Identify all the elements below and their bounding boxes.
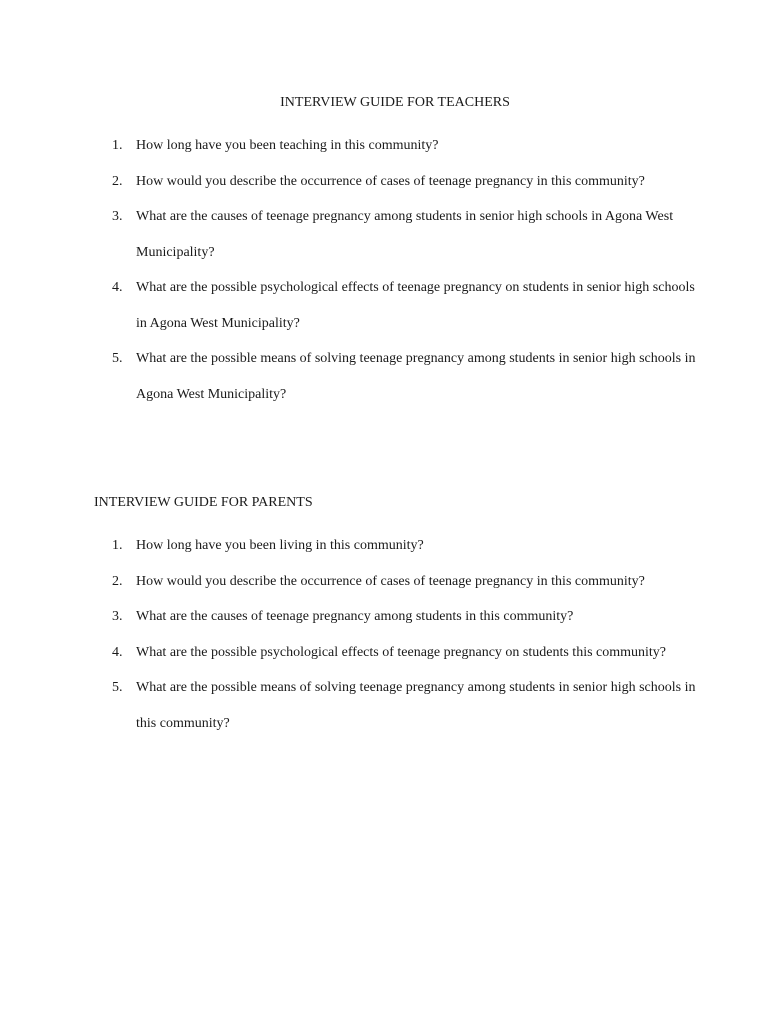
question-number: 1. (112, 138, 123, 153)
parents-question-2 (0, 564, 768, 600)
question-number: 2. (112, 573, 123, 589)
teachers-question-4 (0, 270, 768, 341)
question-number: 3. (112, 209, 123, 224)
question-number: 5. (112, 680, 123, 695)
teachers-question-3 (0, 199, 768, 270)
parents-question-4 (0, 635, 768, 671)
question-number: 4. (112, 280, 123, 295)
question-number: 2. (112, 173, 123, 189)
teachers-question-5 (0, 341, 768, 412)
question-text: What are the possible means of solving teenage pregnancy among students in senior high schools in Agona West Municipality? (136, 351, 696, 402)
parents-question-1 (0, 528, 768, 564)
question-number: 3. (112, 609, 123, 624)
question-text: What are the causes of teenage pregnancy among students in this community? (136, 609, 574, 624)
teachers-question-1 (0, 128, 768, 164)
question-number: 5. (112, 351, 123, 366)
parents-guide-title: INTERVIEW GUIDE FOR PARENTS (94, 495, 313, 510)
question-text: How would you describe the occurrence of cases of teenage pregnancy in this community? (136, 573, 645, 589)
parents-question-list (0, 528, 768, 741)
teachers-question-2 (0, 164, 768, 200)
question-text: What are the possible psychological effects of teenage pregnancy on students in senior high schools in Agona West Municipality? (136, 280, 695, 331)
question-text: What are the causes of teenage pregnancy among students in senior high schools in Agona West Municipality? (136, 209, 674, 260)
question-number: 4. (112, 644, 123, 660)
question-text: How would you describe the occurrence of cases of teenage pregnancy in this community? (136, 173, 645, 189)
parents-question-3 (0, 599, 768, 635)
question-text: What are the possible psychological effects of teenage pregnancy on students this community? (136, 644, 667, 660)
question-text: What are the possible means of solving teenage pregnancy among students in senior high schools in this community? (136, 680, 696, 731)
question-text: How long have you been teaching in this community? (136, 138, 439, 153)
question-number: 1. (112, 538, 123, 553)
teachers-guide-title: INTERVIEW GUIDE FOR TEACHERS (280, 95, 510, 110)
teachers-question-list (0, 128, 768, 412)
question-text: How long have you been living in this community? (136, 538, 424, 553)
parents-question-5 (0, 670, 768, 741)
